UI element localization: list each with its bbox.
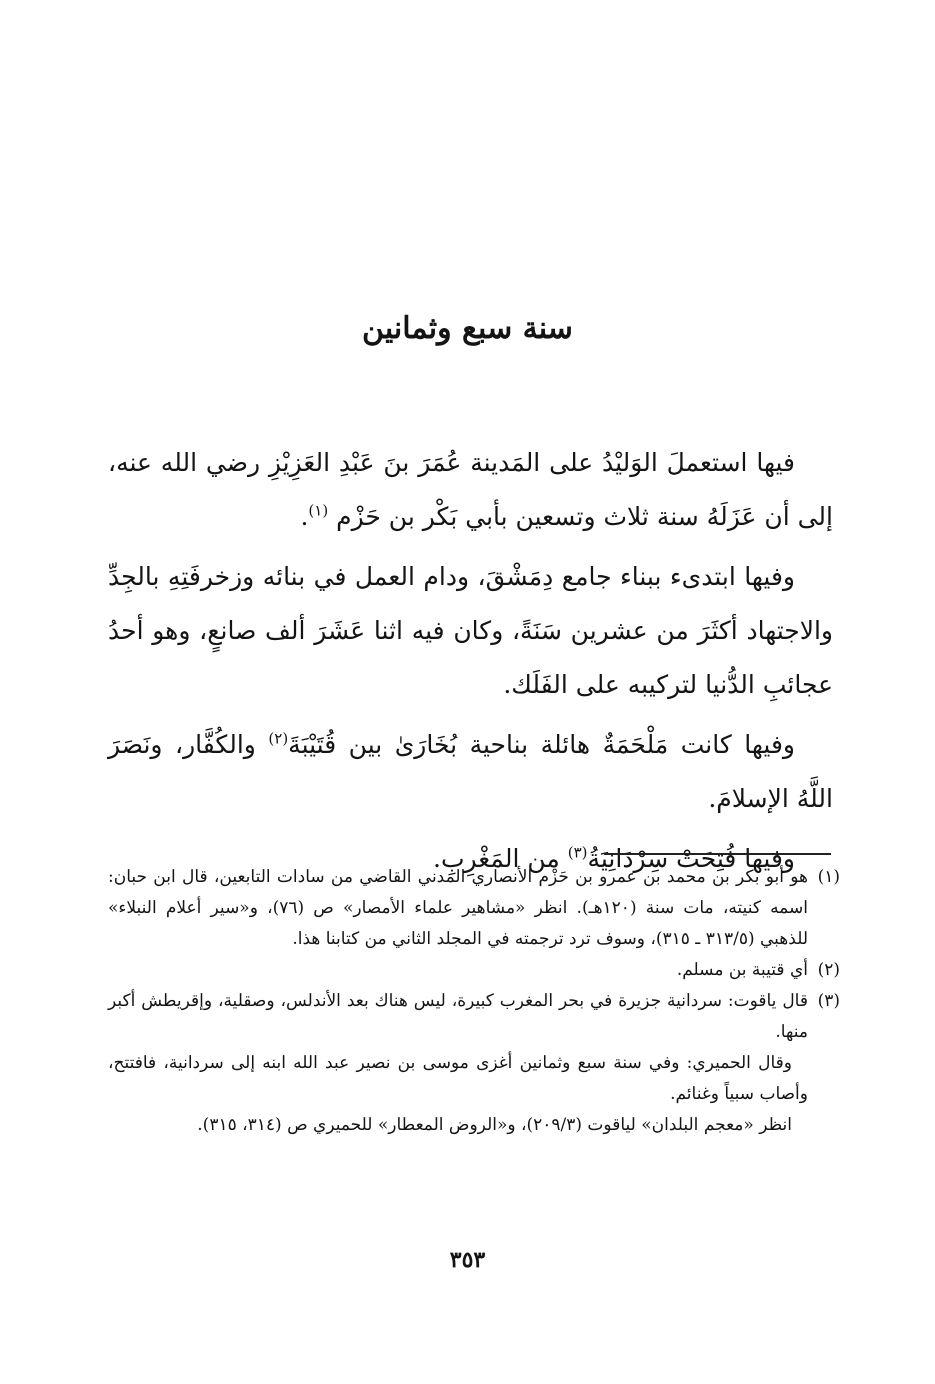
footnote-ref-3: (٣) bbox=[567, 843, 588, 862]
paragraph-3 bbox=[108, 718, 833, 826]
paragraph-text: وفيها ابتدىء ببناء جامع دِمَشْقَ، ودام العمل في بنائه وزخرفَتِهِ بالجِدِّ والاجتهاد أكثَرَ من عشرين سَنَةً، وكان فيه اثنا عَشَرَ ألف صانعٍ، وهو أحدُ عجائبِ الدُّنيا لتركيبه على الفَلَك. bbox=[108, 562, 833, 699]
paragraph-text: وفيها كانت مَلْحَمَةٌ هائلة بناحية بُخَارَىٰ بين قُتَيْبَةَ bbox=[288, 730, 795, 759]
paragraph-2 bbox=[108, 550, 833, 712]
paragraph-tail: والكُفَّار، ونَصَرَ اللَّهُ الإسلامَ. bbox=[108, 730, 833, 813]
footnote-separator bbox=[604, 853, 831, 855]
footnote-3-continuation-2: انظر «معجم البلدان» لياقوت (٢٠٩/٣)، و«الروض المعطار» للحميري ص (٣١٤، ٣١٥). bbox=[197, 1115, 792, 1135]
footnote-number: (٣) bbox=[817, 991, 840, 1011]
footnote-ref-1: (١) bbox=[308, 501, 329, 520]
footnote-3-continuation-1: وقال الحميري: وفي سنة سبع وثمانين أغزى موسى بن نصير عبد الله ابنه إلى سردانية، فافتتح، وأصاب سبياً وغنائم. bbox=[108, 1053, 808, 1104]
footnotes bbox=[108, 862, 840, 1141]
paragraph-text: وفيها فُتِحَتْ سِرْدَانِيَةُ bbox=[587, 844, 795, 873]
chapter-heading: سنة سبع وثمانين bbox=[362, 311, 573, 346]
footnote-3 bbox=[108, 986, 840, 1048]
footnote-text: أي قتيبة بن مسلم. bbox=[676, 960, 808, 980]
main-text bbox=[108, 436, 833, 892]
footnote-text: قال ياقوت: سردانية جزيرة في بحر المغرب كبيرة، ليس هناك بعد الأندلس، وصقلية، وإقريطش أكبر منها. bbox=[108, 991, 808, 1042]
paragraph-tail: . bbox=[300, 502, 309, 531]
footnote-number: (٢) bbox=[817, 960, 840, 980]
paragraph-1 bbox=[108, 436, 833, 544]
footnote-text: هو أبو بكر بن محمد بن عمرو بن حَزْم الأنصاري المدني القاضي من سادات التابعين، قال ابن حبان: اسمه كنيته، مات سنة (١٢٠هـ). انظر «مشاهير علماء الأمصار» ص (٧٦)، و«سير أعلام النبلاء» للذهبي (٣١٣/٥ ـ ٣١٥)، وسوف ترد ترجمته في المجلد الثاني من كتابنا هذا. bbox=[108, 867, 808, 949]
footnote-2 bbox=[108, 955, 840, 986]
paragraph-text: فيها استعملَ الوَليْدُ على المَدينة عُمَرَ بنَ عَبْدِ العَزِيْزِ رضي الله عنه، إلى أن عَزَلَهُ سنة ثلاث وتسعين بأبي بَكْر بن حَزْم bbox=[108, 448, 833, 531]
page-number: ٣٥٣ bbox=[449, 1247, 486, 1273]
footnote-ref-2: (٢) bbox=[268, 729, 289, 748]
paragraph-tail: من المَغْرِبِ. bbox=[433, 844, 568, 873]
footnote-1 bbox=[108, 862, 840, 955]
footnote-number: (١) bbox=[817, 867, 840, 887]
